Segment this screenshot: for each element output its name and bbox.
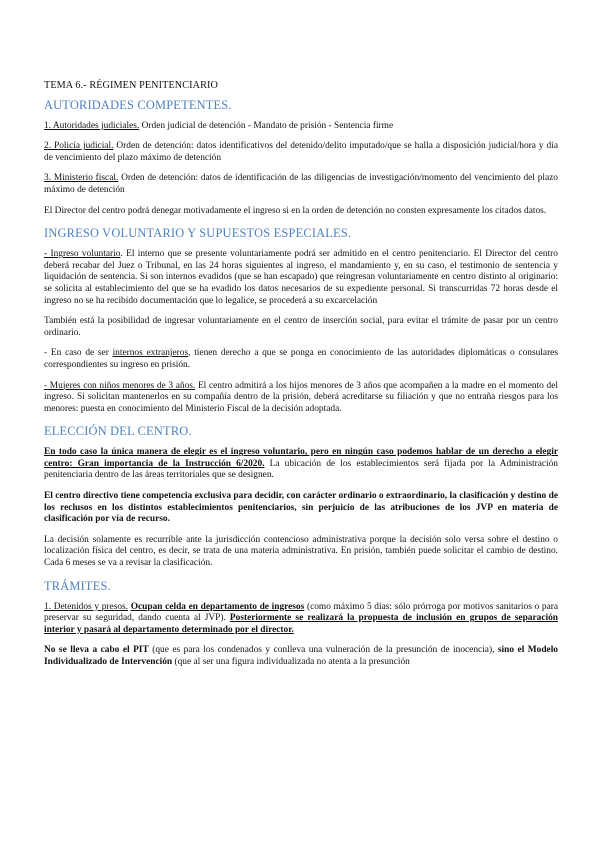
text-run: 3. Ministerio fiscal. bbox=[44, 173, 119, 184]
paragraph bbox=[44, 249, 558, 307]
text-run: - Mujeres con niños menores de 3 años. bbox=[44, 380, 196, 391]
text-run: El centro admitirá a los hijos menores de 3 años que acompañen a la madre en el momento del ingreso. Si solicitan mantenerlos en su compañía dentro de la prisión, deberá acreditarse su filiación y que no entraña riesgos para los menores: puesta en conocimiento del Ministerio Fiscal de la decisión adoptada. bbox=[44, 380, 558, 414]
paragraph bbox=[44, 173, 558, 196]
paragraph bbox=[44, 141, 558, 164]
text-run: 2. Policía judicial. bbox=[44, 141, 114, 152]
text-run: (que al ser una figura individualizada no atenta a la presunción bbox=[172, 657, 410, 667]
paragraph bbox=[44, 316, 558, 339]
text-run: 1. Autoridades judiciales. bbox=[44, 120, 140, 131]
document-title: TEMA 6.- RÉGIMEN PENITENCIARIO bbox=[44, 80, 218, 91]
text-run: Posteriormente se realizará la propuesta de inclusión en grupos de separación interior y pasará al departamento determinado por el director. bbox=[44, 613, 558, 635]
paragraph bbox=[44, 602, 558, 637]
section-heading: INGRESO VOLUNTARIO Y SUPUESTOS ESPECIALES. bbox=[44, 226, 352, 241]
text-run: La decisión solamente es recurrible ante la jurisdicción contencioso administrativa porque la decisión solo versa sobre el destino o localización física del centro, es decir, se trata de una materia administrativa. En prisión, también puede solicitar el cambio de destino. Cada 6 meses se va a revisar la clasificación. bbox=[44, 534, 558, 569]
paragraph bbox=[44, 535, 558, 570]
text-run: 1. Detenidos y presos. bbox=[44, 601, 129, 612]
section-heading: TRÁMITES. bbox=[44, 578, 111, 593]
paragraph bbox=[44, 381, 558, 416]
text-run: , tienen derecho a que se ponga en conocimiento de las autoridades diplomáticas o consulares correspondientes su ingreso en prisión. bbox=[44, 348, 558, 370]
document-body bbox=[44, 98, 558, 669]
text-run: El Director del centro podrá denegar motivadamente el ingreso si en la orden de detención no consten expresamente los citados datos. bbox=[44, 205, 547, 216]
paragraph bbox=[44, 645, 558, 668]
paragraph bbox=[44, 348, 558, 371]
text-run: También está la posibilidad de ingresar voluntariamente en el centro de inserción social, para evitar el trámite de pasar por un centro ordinario. bbox=[44, 316, 558, 338]
text-run: (que es para los condenados y conlleva una vulneración de la presunción de inocencia), bbox=[148, 645, 498, 656]
text-run: (como máximo 5 días: sólo prórroga por motivos sanitarios o para preservar su seguridad, dando cuenta al JVP). bbox=[44, 601, 559, 624]
section-heading: AUTORIDADES COMPETENTES. bbox=[44, 97, 232, 112]
text-run: La ubicación de los establecimientos será fijada por la Administración penitenciaria dentro de las áreas territoriales que se designen. bbox=[44, 458, 558, 481]
text-run: . El interno que se presente voluntariamente podrá ser admitido en el centro penitenciario. El Director del centro deberá recabar del Juez o Tribunal, en las 24 horas siguientes al ingreso, el mandamiento y, en su caso, el testimonio de sentencia y liquidación de sentencia. Si son internos evadidos (que se han escapado) que reingresan voluntariamente en centro distinto al originario: se solicita al establecimiento del que se ha evadido los datos necesarios de su expediente personal. Si transcurridas 72 horas desde el ingreso no se ha recibido documentación que lo legalice, se procederá a su excarcelación bbox=[44, 249, 558, 306]
text-run: sino el Modelo Individualizado de Intervención bbox=[44, 645, 558, 667]
text-run: internos extranjeros bbox=[112, 348, 189, 359]
paragraph bbox=[44, 121, 558, 133]
paragraph bbox=[44, 447, 558, 482]
text-run: Orden de detención: datos identificativos del detenido/delito imputado/que se halla a disposición judicial/hora y día de vencimiento del plazo máximo de detención bbox=[44, 141, 559, 163]
text-run: - En caso de ser bbox=[44, 348, 113, 359]
text-run: Orden judicial de detención - Mandato de prisión - Sentencia firme bbox=[139, 120, 394, 131]
text-run: Orden de detención: datos de identificación de las diligencias de investigación/momento del vencimiento del plazo máximo de detención bbox=[44, 173, 558, 195]
document-page bbox=[44, 80, 558, 678]
paragraph bbox=[44, 491, 558, 526]
text-run: No se lleva a cabo el PIT bbox=[44, 645, 149, 656]
text-run: - Ingreso voluntario bbox=[44, 249, 121, 260]
text-run: Ocupan celda en departamento de ingresos bbox=[130, 601, 305, 612]
section-heading: ELECCIÓN DEL CENTRO. bbox=[44, 424, 192, 439]
text-run: En todo caso la única manera de elegir es el ingreso voluntario, pero en ningún caso podemos hablar de un derecho a elegir centro: Gran importancia de la Instrucción 6/2020. bbox=[44, 447, 558, 469]
text-run: El centro directivo tiene competencia exclusiva para decidir, con carácter ordinario o extraordinario, la clasificación y destino de los reclusos en los distintos establecimientos penitenciarios, sin perjuicio de las atribuciones de los JVP en materia de clasificación por vía de recurso. bbox=[44, 491, 558, 525]
paragraph bbox=[44, 206, 558, 218]
